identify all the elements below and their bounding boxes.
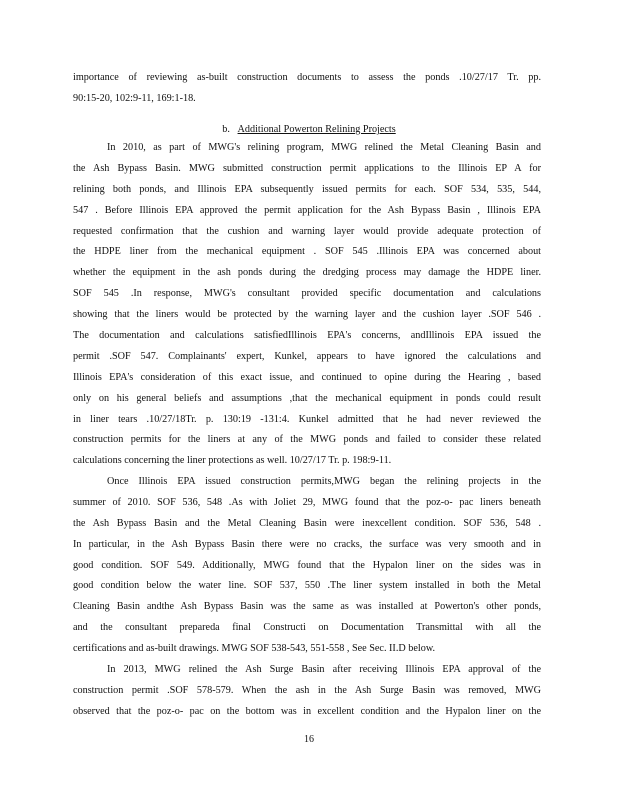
text-line: and the consultant prepareda final Constructi on Documentation Transmittal with all the	[73, 622, 541, 634]
paragraph-3	[73, 660, 541, 723]
paragraph-2	[73, 472, 541, 660]
text-line: In 2013, MWG relined the Ash Surge Basin after receiving Illinois EPA approval of the	[107, 664, 541, 675]
text-line: showing that the liners would be protected by the warning layer and the cushion layer .SOF 546 .	[73, 309, 541, 321]
text-line: in liner tears .10/27/18Tr. p. 130:19 -131:4. Kunkel admitted that he had never reviewed the	[73, 413, 541, 425]
text-line: summer of 2010. SOF 536, 548 .As with Joliet 29, MWG found that the poz-o- pac liners beneath	[73, 496, 541, 508]
text-line: 547 . Before Illinois EPA approved the permit application for the Ash Bypass Basin , Illinois EPA	[73, 204, 541, 216]
text-line: In 2010, as part of MWG's relining program, MWG relined the Metal Cleaning Basin and	[107, 142, 541, 153]
text-line: requested confirmation that the cushion and warning layer would provide adequate protection of	[73, 225, 541, 237]
text-line: certifications and as-built drawings. MWG SOF 538-543, 551-558 , See Sec. II.D below.	[73, 643, 436, 655]
paragraph-1	[73, 138, 541, 472]
text-line: the HDPE liner from the mechanical equipment . SOF 545 .Illinois EPA was concerned about	[73, 246, 541, 258]
section-title: Additional Powerton Relining Projects	[237, 124, 396, 135]
text-line: relining both ponds, and Illinois EPA subsequently issued permits for each. SOF 534, 535, 544,	[73, 183, 541, 195]
text-line: Illinois EPA's consideration of this exact issue, and continued to opine during the Hearing , based	[73, 371, 541, 383]
text-line: 90:15-20, 102:9-11, 169:1-18.	[73, 92, 196, 104]
text-line: Cleaning Basin andthe Ash Bypass Basin was the same as was installed at Powerton's other ponds,	[73, 601, 541, 613]
section-heading	[0, 120, 618, 140]
text-line: the Ash Bypass Basin. MWG submitted construction permit applications to the Illinois EP A for	[73, 162, 541, 174]
text-line: permit .SOF 547. Complainants' expert, Kunkel, appears to have ignored the calculations and	[73, 350, 541, 362]
text-line: The documentation and calculations satisfiedIllinois EPA's concerns, andIllinois EPA issued the	[73, 330, 541, 342]
top-paragraph	[73, 68, 541, 110]
text-line: calculations concerning the liner protections as well. 10/27/17 Tr. p. 198:9-11.	[73, 455, 392, 467]
text-line: construction permit .SOF 578-579. When the ash in the Ash Surge Basin was removed, MWG	[73, 684, 541, 696]
text-line: whether the equipment in the ash ponds during the dredging process may damage the HDPE liner.	[73, 267, 541, 279]
section-letter: b.	[222, 124, 230, 135]
text-line: good condition. SOF 549. Additionally, MWG found that the Hypalon liner on the sides was in	[73, 559, 541, 571]
text-line: construction permits for the liners at any of the MWG ponds and failed to consider these related	[73, 434, 541, 446]
text-line: Once Illinois EPA issued construction permits,MWG began the relining projects in the	[107, 476, 541, 487]
text-line: observed that the poz-o- pac on the bottom was in excellent condition and the Hypalon liner on the	[73, 705, 541, 717]
text-line: In particular, in the Ash Bypass Basin there were no cracks, the surface was very smooth and in	[73, 538, 541, 550]
text-line: good condition below the water line. SOF 537, 550 .The liner system installed in both the Metal	[73, 580, 541, 592]
page-number: 16	[304, 734, 314, 745]
text-line: importance of reviewing as-built construction documents to assess the ponds .10/27/17 Tr. pp.	[73, 72, 541, 83]
text-line: SOF 545 .In response, MWG's consultant provided specific documentation and calculations	[73, 288, 541, 300]
text-line: only on his general beliefs and assumptions ,that the mechanical equipment in ponds could result	[73, 392, 541, 404]
text-line: the Ash Bypass Basin and the Metal Cleaning Basin were inexcellent condition. SOF 536, 548 .	[73, 517, 541, 529]
